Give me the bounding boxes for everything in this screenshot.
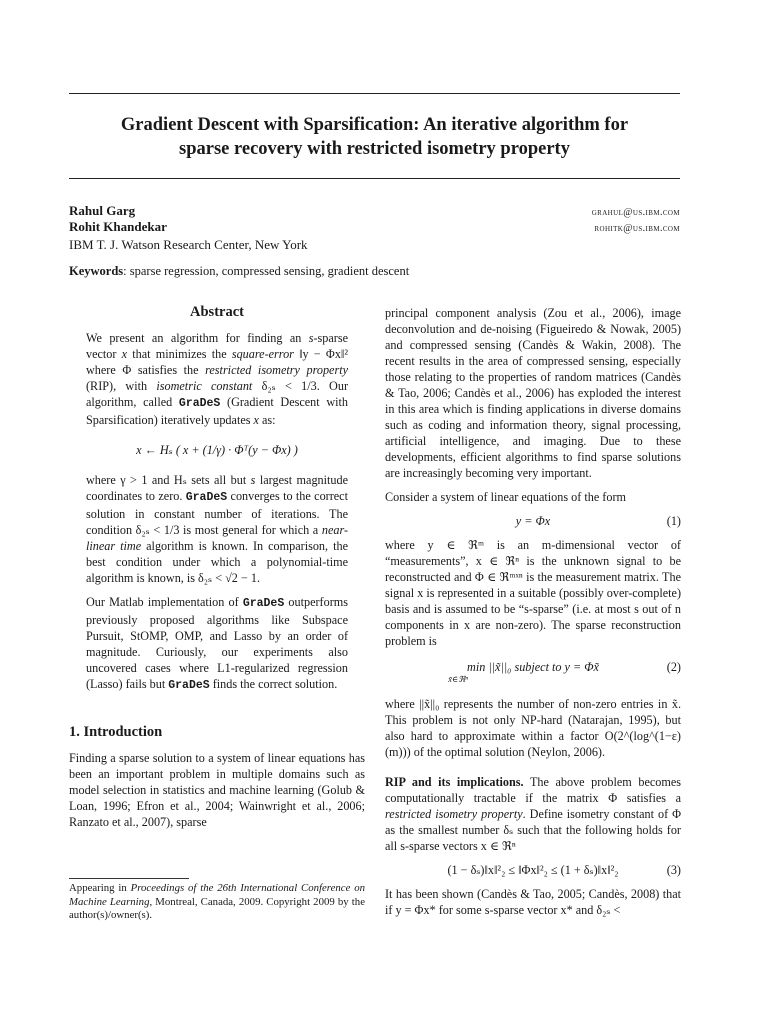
abstract-paragraph: We present an algorithm for finding an s-sparse vector x that minimizes the square-error ‖y − Φx‖² where Φ satisfies the restricted isometry property (RIP), with isometric constant δ₂ₛ < 1/3. Our algorithm, called GraDeS (Gradient Descent with Sparsification) iteratively updates x as: — [86, 331, 349, 427]
body-paragraph: Consider a system of linear equations of the form — [385, 490, 626, 504]
right-column — [385, 305, 681, 918]
footnote: Appearing in Proceedings of the 26th International Conference on Machine Learning, Montreal, Canada, 2009. Copyright 2009 by the author(s)/owner(s). — [69, 882, 365, 921]
equation-2: min ||x̃||₀ subject to y = Φx̃ x̃∈ℜⁿ (2) — [385, 659, 681, 684]
abstract-paragraph: where γ > 1 and Hₛ sets all but s largest magnitude coordinates to zero. GraDeS converges to the correct solution in constant number of iterations. The condition δ₂ₛ < 1/3 is most general for which a near-linear time algorithm is known. In comparison, the best condition under which a polynomial-time algorithm is known, is δ₂ₛ < √2 − 1. — [86, 473, 349, 585]
keywords-label: Keywords — [69, 264, 124, 278]
affiliation: IBM T. J. Watson Research Center, New York — [69, 237, 308, 252]
equation-2-subscript: x̃∈ℜⁿ — [448, 674, 468, 684]
keywords-list: : sparse regression, compressed sensing, gradient descent — [123, 264, 410, 278]
left-column — [69, 304, 365, 830]
rip-heading: RIP and its implications. — [385, 775, 524, 789]
author-name: Rohit Khandekar — [69, 219, 167, 234]
update-equation: x ← Hₛ ( x + (1/γ) · Φᵀ(y − Φx) ) — [136, 443, 298, 457]
body-paragraph: principal component analysis (Zou et al., 2006), image deconvolution and de-noising (Figueiredo & Nowak, 2005) and compressed sensing (Candès & Wakin, 2008). The recent results in the area of compressed sensing, especially those relating to the properties of random matrices (Candès & Tao, 2006; Candès et al., 2006) has exploded the interest in this area which is finding applications in diverse domains such as coding and information theory, signal processing, artificial intelligence, and imaging. Due to these developments, efficient algorithms to find sparse solutions are increasingly becoming very important. — [385, 306, 681, 480]
equation-1: y = Φx (1) — [515, 514, 681, 528]
equation-3: (1 − δₛ)‖x‖²₂ ≤ ‖Φx‖²₂ ≤ (1 + δₛ)‖x‖²₂ (3) — [447, 863, 681, 877]
title-bottom-rule — [69, 178, 680, 179]
abstract-paragraph: Our Matlab implementation of GraDeS outperforms previously proposed algorithms like Subspace Pursuit, StOMP, OMP, and Lasso by an order of magnitude. Curiously, our experiments also uncovered cases where L1-regularized regression (Lasso) fails but GraDeS finds the correct solution. — [86, 595, 348, 692]
equation-number: (1) — [666, 514, 681, 528]
author-email[interactable]: rohitk@us.ibm.com — [594, 223, 680, 234]
body-paragraph: where ||x̃||₀ represents the number of non-zero entries in x̃. This problem is not only NP-hard (Natarajan, 1995), but also hard to approximate within a factor O(2^(log^(1−ε)(m))) of the optimal solution (Neylon, 2006). — [385, 697, 681, 759]
body-paragraph: RIP and its implications. The above problem becomes computationally tractable if the matrix Φ satisfies a restricted isometry property. Define isometry constant of Φ as the smallest number δₛ such that the following holds for all s-sparse vectors x ∈ ℜⁿ — [385, 775, 681, 853]
section-heading: 1. Introduction — [69, 724, 163, 740]
top-rule — [69, 93, 680, 94]
author-email[interactable]: grahul@us.ibm.com — [591, 207, 680, 218]
footnote-rule — [69, 878, 189, 879]
keywords — [69, 263, 409, 279]
body-paragraph: where y ∈ ℜᵐ is an m-dimensional vector of “measurements”, x ∈ ℜⁿ is the unknown signal to be reconstructed and Φ ∈ ℜᵐˣⁿ is the measurement matrix. The signal x is represented in a suitable (possibly over-complete) basis and is assumed to be “s-sparse” (i.e. at most s out of n components in x are non-zero). The sparse reconstruction problem is — [385, 538, 681, 648]
title-line-1: Gradient Descent with Sparsification: An iterative algorithm for — [120, 115, 629, 135]
abstract-body — [69, 330, 365, 694]
title-line-2: sparse recovery with restricted isometry property — [179, 139, 570, 159]
intro-paragraph: Finding a sparse solution to a system of linear equations has been an important problem in multiple domains such as model selection in statistics and machine learning (Golub & Loan, 1996; Efron et al., 2004; Wainwright et al., 2006; Ranzato et al., 2007), sparse — [69, 751, 365, 829]
equation-number: (2) — [666, 660, 681, 674]
equation-number: (3) — [666, 863, 681, 877]
author-name: Rahul Garg — [69, 203, 136, 218]
abstract-heading: Abstract — [190, 304, 244, 320]
paper-title — [69, 113, 680, 161]
body-paragraph: It has been shown (Candès & Tao, 2005; Candès, 2008) that if y = Φx* for some s-sparse vector x* and δ₂ₛ < — [385, 887, 681, 917]
